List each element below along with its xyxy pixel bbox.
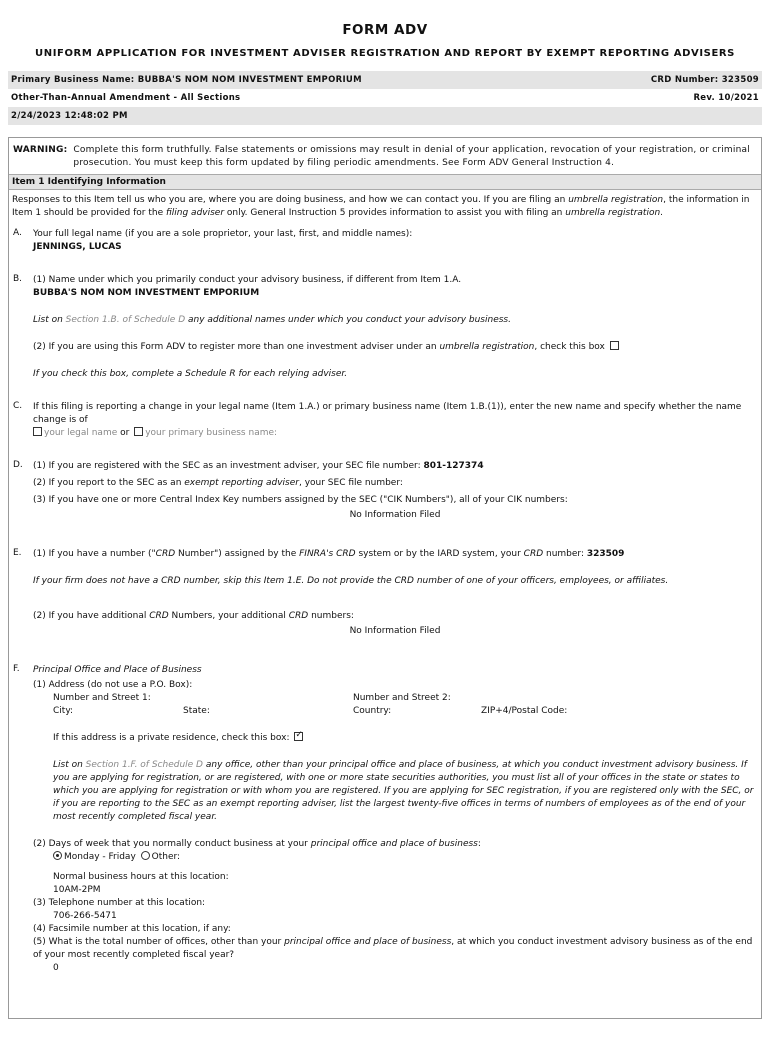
address-row-1	[53, 692, 757, 705]
business-name-checkbox[interactable]	[134, 427, 143, 436]
telephone-value: 706-266-5471	[53, 911, 117, 921]
cik-question: (3) If you have one or more Central Index Key numbers assigned by the SEC ("CIK Numbers"), all of your CIK numbers:	[33, 495, 568, 505]
umbrella-question: (2) If you are using this Form ADV to register more than one investment adviser under an umbrella registration, check this box	[33, 341, 757, 354]
additional-crd-no-info: No Information Filed	[349, 626, 441, 636]
section-letter: B.	[13, 274, 23, 284]
days-options: Monday - Friday Other:	[53, 851, 757, 864]
section-b	[9, 274, 761, 381]
cik-no-info: No Information Filed	[349, 510, 441, 520]
header-row-amendment	[8, 89, 762, 107]
additional-crd-question: (2) If you have additional CRD Numbers, your additional CRD numbers:	[33, 611, 354, 621]
office-count-question: (5) What is the total number of offices, other than your principal office and place of business, at which you conduct investment advisory business as of the end of your most recently completed fiscal year?	[33, 937, 753, 960]
primary-business-name: Primary Business Name: BUBBA'S NOM NOM INVESTMENT EMPORIUM	[11, 75, 362, 85]
name-change-question: If this filing is reporting a change in your legal name (Item 1.A.) or primary business name (Item 1.B.(1)), enter the new name and specify whether the name change is of	[33, 402, 742, 425]
hours-value: 10AM-2PM	[53, 885, 101, 895]
address-question: (1) Address (do not use a P.O. Box):	[33, 680, 193, 690]
private-residence-checkbox[interactable]	[294, 732, 303, 741]
form-content-box	[8, 137, 762, 1019]
section-letter: C.	[13, 401, 23, 411]
timestamp: 2/24/2023 12:48:02 PM	[11, 111, 128, 121]
schedule-d-1f-link[interactable]: Section 1.F. of Schedule D	[85, 760, 203, 770]
header-row-business	[8, 71, 762, 89]
street2-label: Number and Street 2:	[353, 693, 451, 703]
warning-text: Complete this form truthfully. False statements or omissions may result in denial of your application, revocation of your registration, or criminal prosecution. You must keep this form updated by filing periodic amendments. See Form ADV General Instruction 4.	[73, 145, 750, 168]
legal-name-answer: JENNINGS, LUCAS	[33, 242, 122, 252]
schedule-r-note: If you check this box, complete a Schedule R for each relying adviser.	[33, 369, 348, 379]
section-letter: D.	[13, 460, 23, 470]
name-change-options: your legal name or your primary business name:	[33, 427, 757, 440]
monday-friday-radio[interactable]	[53, 851, 62, 860]
crd-answer: 323509	[586, 549, 625, 559]
other-days-radio[interactable]	[141, 851, 150, 860]
item1-heading: Item 1 Identifying Information	[9, 175, 761, 190]
sec-file-number: 801-127374	[423, 461, 484, 471]
schedule-d-note-1f: List on Section 1.F. of Schedule D any office, other than your principal office and place of business, at which you conduct investment advisory business. If you are applying for registration, or are registered, with one or more state securities authorities, you must list all of your offices in the state or states to which you are applying for registration or with whom you are registered. If you are applying for SEC registration, if you are registered only with the SEC, or if you are reporting to the SEC as an exempt reporting adviser, list the largest twenty-five offices in terms of numbers of employees as of the end of your most recently completed fiscal year.	[53, 760, 754, 822]
street1-label: Number and Street 1:	[53, 693, 151, 703]
header-row-timestamp	[8, 107, 762, 125]
item1-intro: Responses to this Item tell us who you are, where you are doing business, and how we can contact you. If you are filing an umbrella registration, the information in Item 1 should be provided for the filing adviser only. General Instruction 5 provides information to assist you with filing an umbrella registration.	[12, 195, 750, 218]
section-e	[9, 548, 761, 638]
sec-file-question: (1) If you are registered with the SEC as an investment adviser, your SEC file number: 801-127374	[33, 461, 484, 471]
warning-box	[9, 138, 761, 175]
city-label: City:	[53, 706, 74, 716]
section-letter: F.	[13, 664, 20, 674]
section-a	[9, 228, 761, 254]
section-d	[9, 460, 761, 522]
business-name-question: (1) Name under which you primarily conduct your advisory business, if different from Item 1.A.	[33, 275, 462, 285]
form-header	[8, 71, 762, 125]
schedule-d-1b-link[interactable]: Section 1.B. of Schedule D	[65, 315, 186, 325]
hours-label: Normal business hours at this location:	[53, 872, 229, 882]
private-residence-question: If this address is a private residence, check this box: ✓	[53, 732, 757, 745]
country-label: Country:	[353, 706, 392, 716]
telephone-question: (3) Telephone number at this location:	[33, 898, 206, 908]
section-c	[9, 401, 761, 440]
umbrella-checkbox[interactable]	[610, 341, 619, 350]
section-letter: A.	[13, 228, 22, 238]
crd-number: CRD Number: 323509	[650, 75, 759, 85]
fax-question: (4) Facsimile number at this location, if any:	[33, 924, 231, 934]
business-name-answer: BUBBA'S NOM NOM INVESTMENT EMPORIUM	[33, 288, 260, 298]
warning-label: WARNING:	[13, 145, 68, 155]
amendment-type: Other-Than-Annual Amendment - All Sections	[11, 93, 241, 103]
exempt-file-question: (2) If you report to the SEC as an exempt reporting adviser, your SEC file number:	[33, 478, 403, 488]
section-letter: E.	[13, 548, 22, 558]
crd-question: (1) If you have a number ("CRD Number") assigned by the FINRA's CRD system or by the IARD system, your CRD number: 323509	[33, 549, 625, 559]
zip-label: ZIP+4/Postal Code:	[481, 706, 568, 716]
section-f	[9, 664, 761, 975]
form-title: FORM ADV	[342, 22, 428, 38]
office-count-value: 0	[53, 963, 59, 973]
crd-skip-note: If your firm does not have a CRD number, skip this Item 1.E. Do not provide the CRD number of one of your officers, employees, or affiliates.	[33, 576, 669, 586]
form-subtitle: UNIFORM APPLICATION FOR INVESTMENT ADVISER REGISTRATION AND REPORT BY EXEMPT REPORTING ADVISERS	[35, 48, 735, 59]
days-question: (2) Days of week that you normally conduct business at your principal office and place of business:	[33, 839, 481, 849]
revision: Rev. 10/2021	[693, 93, 759, 103]
address-row-2	[53, 705, 757, 718]
legal-name-question: Your full legal name (if you are a sole proprietor, your last, first, and middle names):	[33, 229, 413, 239]
schedule-d-note-1b: List on Section 1.B. of Schedule D any additional names under which you conduct your advisory business.	[33, 315, 511, 325]
principal-office-heading: Principal Office and Place of Business	[33, 665, 202, 675]
legal-name-checkbox[interactable]	[33, 427, 42, 436]
state-label: State:	[183, 706, 210, 716]
